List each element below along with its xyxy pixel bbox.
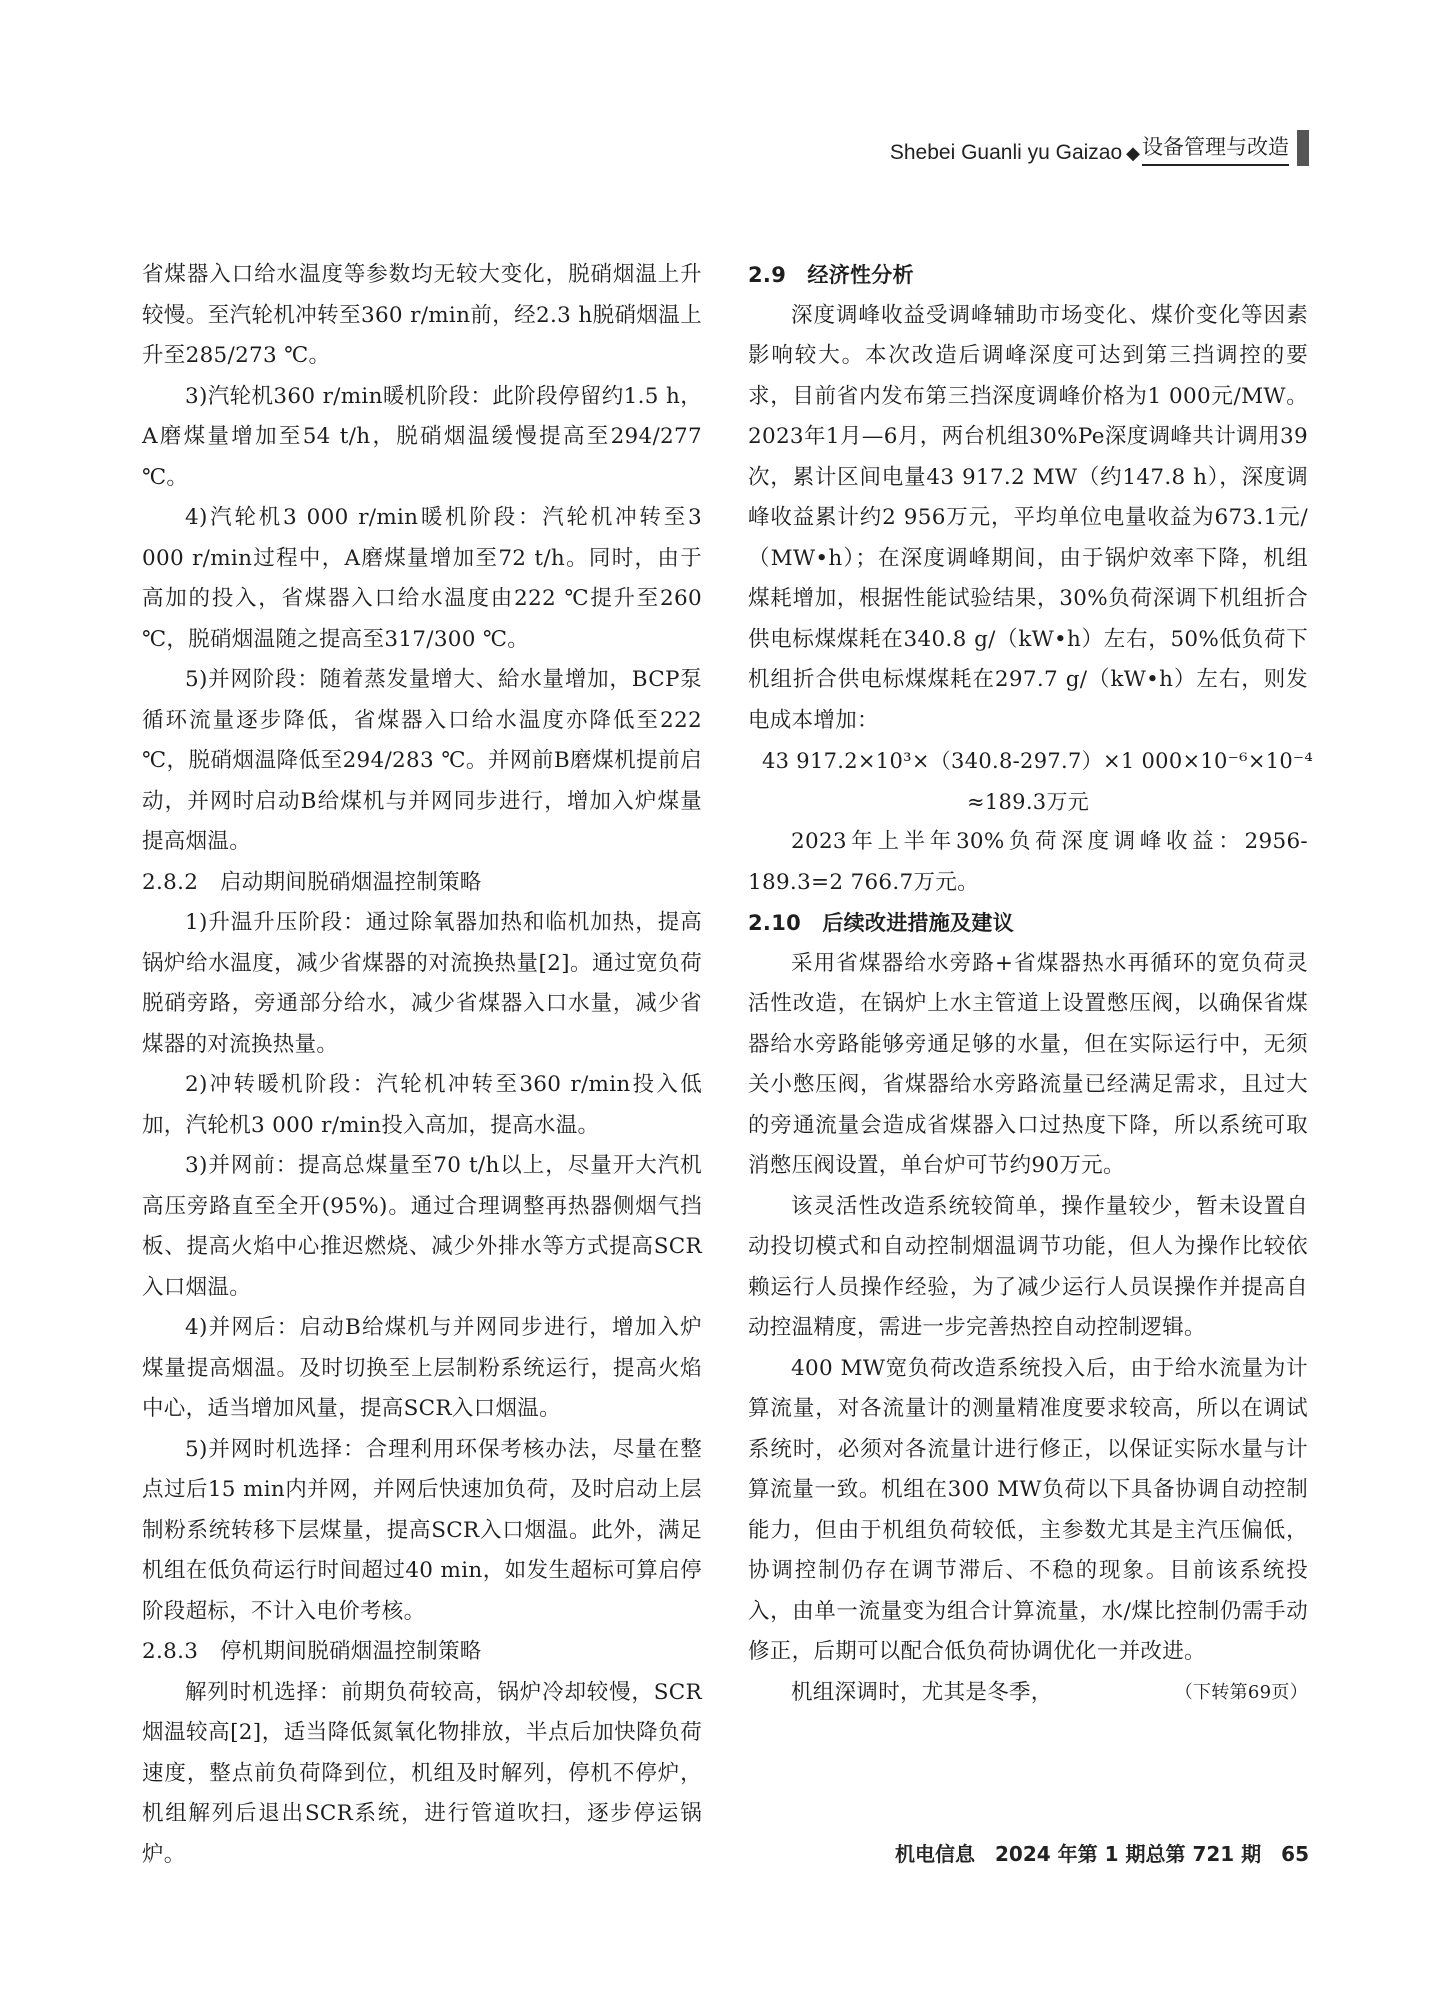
formula: 43 917.2×10³×（340.8-297.7）×1 000×10⁻⁶×10⁻⁴ [762, 749, 1314, 773]
section-heading: 2.10 后续改进措施及建议 [748, 911, 1015, 935]
paragraph [142, 1673, 702, 1876]
paragraph [748, 822, 1308, 903]
left-column [142, 255, 702, 1875]
header-column-title: 设备管理与改造 [1142, 135, 1289, 166]
paragraph [142, 377, 702, 499]
paragraph [142, 1308, 702, 1430]
running-header [890, 130, 1309, 166]
paragraph-text: 解列时机选择：前期负荷较高，锅炉冷却较慢，SCR烟温较高[2]，适当降低氮氧化物排放，半点后加快降负荷速度，整点前负荷降到位，机组及时解列，停机不停炉，机组解列后退出SCR系统，进行管道吹扫，逐步停运锅炉。 [142, 1679, 702, 1867]
paragraph-text: 省煤器入口给水温度等参数均无较大变化，脱硝烟温上升较慢。至汽轮机冲转至360 r/min前，经2.3 h脱硝烟温上升至285/273 ℃。 [142, 262, 702, 368]
paragraph [142, 1065, 702, 1146]
continued-note: （下转第69页） [1174, 1681, 1308, 1703]
paragraph [142, 498, 702, 660]
section-heading: 2.9 经济性分析 [748, 263, 914, 287]
paragraph-text: 4)汽轮机3 000 r/min暖机阶段：汽轮机冲转至3 000 r/min过程中，A磨煤量增加至72 t/h。同时，由于高加的投入，省煤器入口给水温度由222 ℃提升至260 ℃，脱硝烟温随之提高至317/300 ℃。 [142, 505, 702, 652]
paragraph-text: 5)并网时机选择：合理利用环保考核办法，尽量在整点过后15 min内并网，并网后快速加负荷，及时启动上层制粉系统转移下层煤量，提高SCR入口烟温。此外，满足机组在低负荷运行时间超过40 min，如发生超标可算启停阶段超标，不计入电价考核。 [142, 1436, 702, 1624]
right-column [748, 255, 1314, 1713]
paragraph-text: 机组深调时，尤其是冬季， [791, 1679, 1053, 1705]
paragraph [142, 1146, 702, 1308]
paragraph [748, 1673, 1308, 1714]
paragraph-text: 5)并网阶段：随着蒸发量增大、給水量增加，BCP泵循环流量逐步降低，省煤器入口给水温度亦降低至222 ℃，脱硝烟温降低至294/283 ℃。并网前B磨煤机提前启动，并网时启动B给煤机与并网同步进行，增加入炉煤量提高烟温。 [142, 667, 702, 854]
formula: ≈189.3万元 [966, 789, 1090, 814]
paragraph-text: 4)并网后：启动B给煤机与并网同步进行，增加入炉煤量提高烟温。及时切换至上层制粉系统运行，提高火焰中心，适当增加风量，提高SCR入口烟温。 [142, 1315, 702, 1421]
diamond-icon: ◆ [1126, 143, 1140, 163]
paragraph-text: 该灵活性改造系统较简单，操作量较少，暂未设置自动投切模式和自动控制烟温调节功能，但人为操作比较依赖运行人员操作经验，为了减少运行人员误操作并提高自动控温精度，需进一步完善热控自动控制逻辑。 [748, 1193, 1308, 1340]
paragraph [142, 903, 702, 1065]
paragraph [748, 1187, 1308, 1349]
paragraph [142, 660, 702, 863]
section-heading: 2.8.3 停机期间脱硝烟温控制策略 [142, 1639, 482, 1664]
paragraph [748, 1349, 1308, 1673]
paragraph-text: 400 MW宽负荷改造系统投入后，由于给水流量为计算流量，对各流量计的测量精准度要求较高，所以在调试系统时，必须对各流量计进行修正，以保证实际水量与计算流量一致。机组在300 MW负荷以下具备协调自动控制能力，但由于机组负荷较低，主参数尤其是主汽压偏低，协调控制仍存在调节滞后、不稳的现象。目前该系统投入，由单一流量变为组合计算流量，水/煤比控制仍需手动修正，后期可以配合低负荷协调优化一并改进。 [748, 1355, 1308, 1664]
page-footer: 机电信息 2024 年第 1 期总第 721 期 65 [895, 1842, 1309, 1866]
paragraph-text: 深度调峰收益受调峰辅助市场变化、煤价变化等因素影响较大。本次改造后调峰深度可达到第三挡调控的要求，目前省内发布第三挡深度调峰价格为1 000元/MW。2023年1月—6月，两台机组30%Pe深度调峰共计调用39次，累计区间电量43 917.2 MW（约147.8 h），深度调峰收益累计约2 956万元，平均单位电量收益为673.1元/（MW•h）；在深度调峰期间，由于锅炉效率下降，机组煤耗增加，根据性能试验结果，30%负荷深调下机组折合供电标煤煤耗在340.8 g/（kW•h）左右，50%低负荷下机组折合供电标煤煤耗在297.7 g/（kW•h）左右，则发电成本增加： [748, 302, 1308, 733]
paragraph [748, 944, 1308, 1187]
paragraph-text: 3)并网前：提高总煤量至70 t/h以上，尽量开大汽机高压旁路直至全开(95%)。通过合理调整再热器侧烟气挡板、提高火焰中心推迟燃烧、减少外排水等方式提高SCR入口烟温。 [142, 1153, 702, 1300]
paragraph-text: 2)冲转暖机阶段：汽轮机冲转至360 r/min投入低加，汽轮机3 000 r/min投入高加，提高水温。 [142, 1072, 702, 1138]
paragraph [748, 296, 1308, 742]
paragraph-text: 2023年上半年30%负荷深度调峰收益：2956-189.3=2 766.7万元。 [748, 829, 1308, 895]
paragraph-text: 1)升温升压阶段：通过除氧器加热和临机加热，提高锅炉给水温度，减少省煤器的对流换热量[2]。通过宽负荷脱硝旁路，旁通部分给水，减少省煤器入口水量，减少省煤器的对流换热量。 [142, 910, 702, 1057]
section-heading: 2.8.2 启动期间脱硝烟温控制策略 [142, 869, 482, 895]
paragraph-text: 采用省煤器给水旁路+省煤器热水再循环的宽负荷灵活性改造，在锅炉上水主管道上设置憋压阀，以确保省煤器给水旁路能够旁通足够的水量，但在实际运行中，无须关小憋压阀，省煤器给水旁路流量已经满足需求，且过大的旁通流量会造成省煤器入口过热度下降，所以系统可取消憋压阀设置，单台炉可节约90万元。 [748, 950, 1308, 1178]
paragraph [142, 1430, 702, 1633]
paragraph-text: 3)汽轮机360 r/min暖机阶段：此阶段停留约1.5 h，A磨煤量增加至54 t/h，脱硝烟温缓慢提高至294/277 ℃。 [142, 383, 702, 490]
header-journal-pinyin: Shebei Guanli yu Gaizao [889, 141, 1123, 164]
header-bar-mark [1297, 130, 1309, 166]
paragraph [142, 255, 702, 377]
